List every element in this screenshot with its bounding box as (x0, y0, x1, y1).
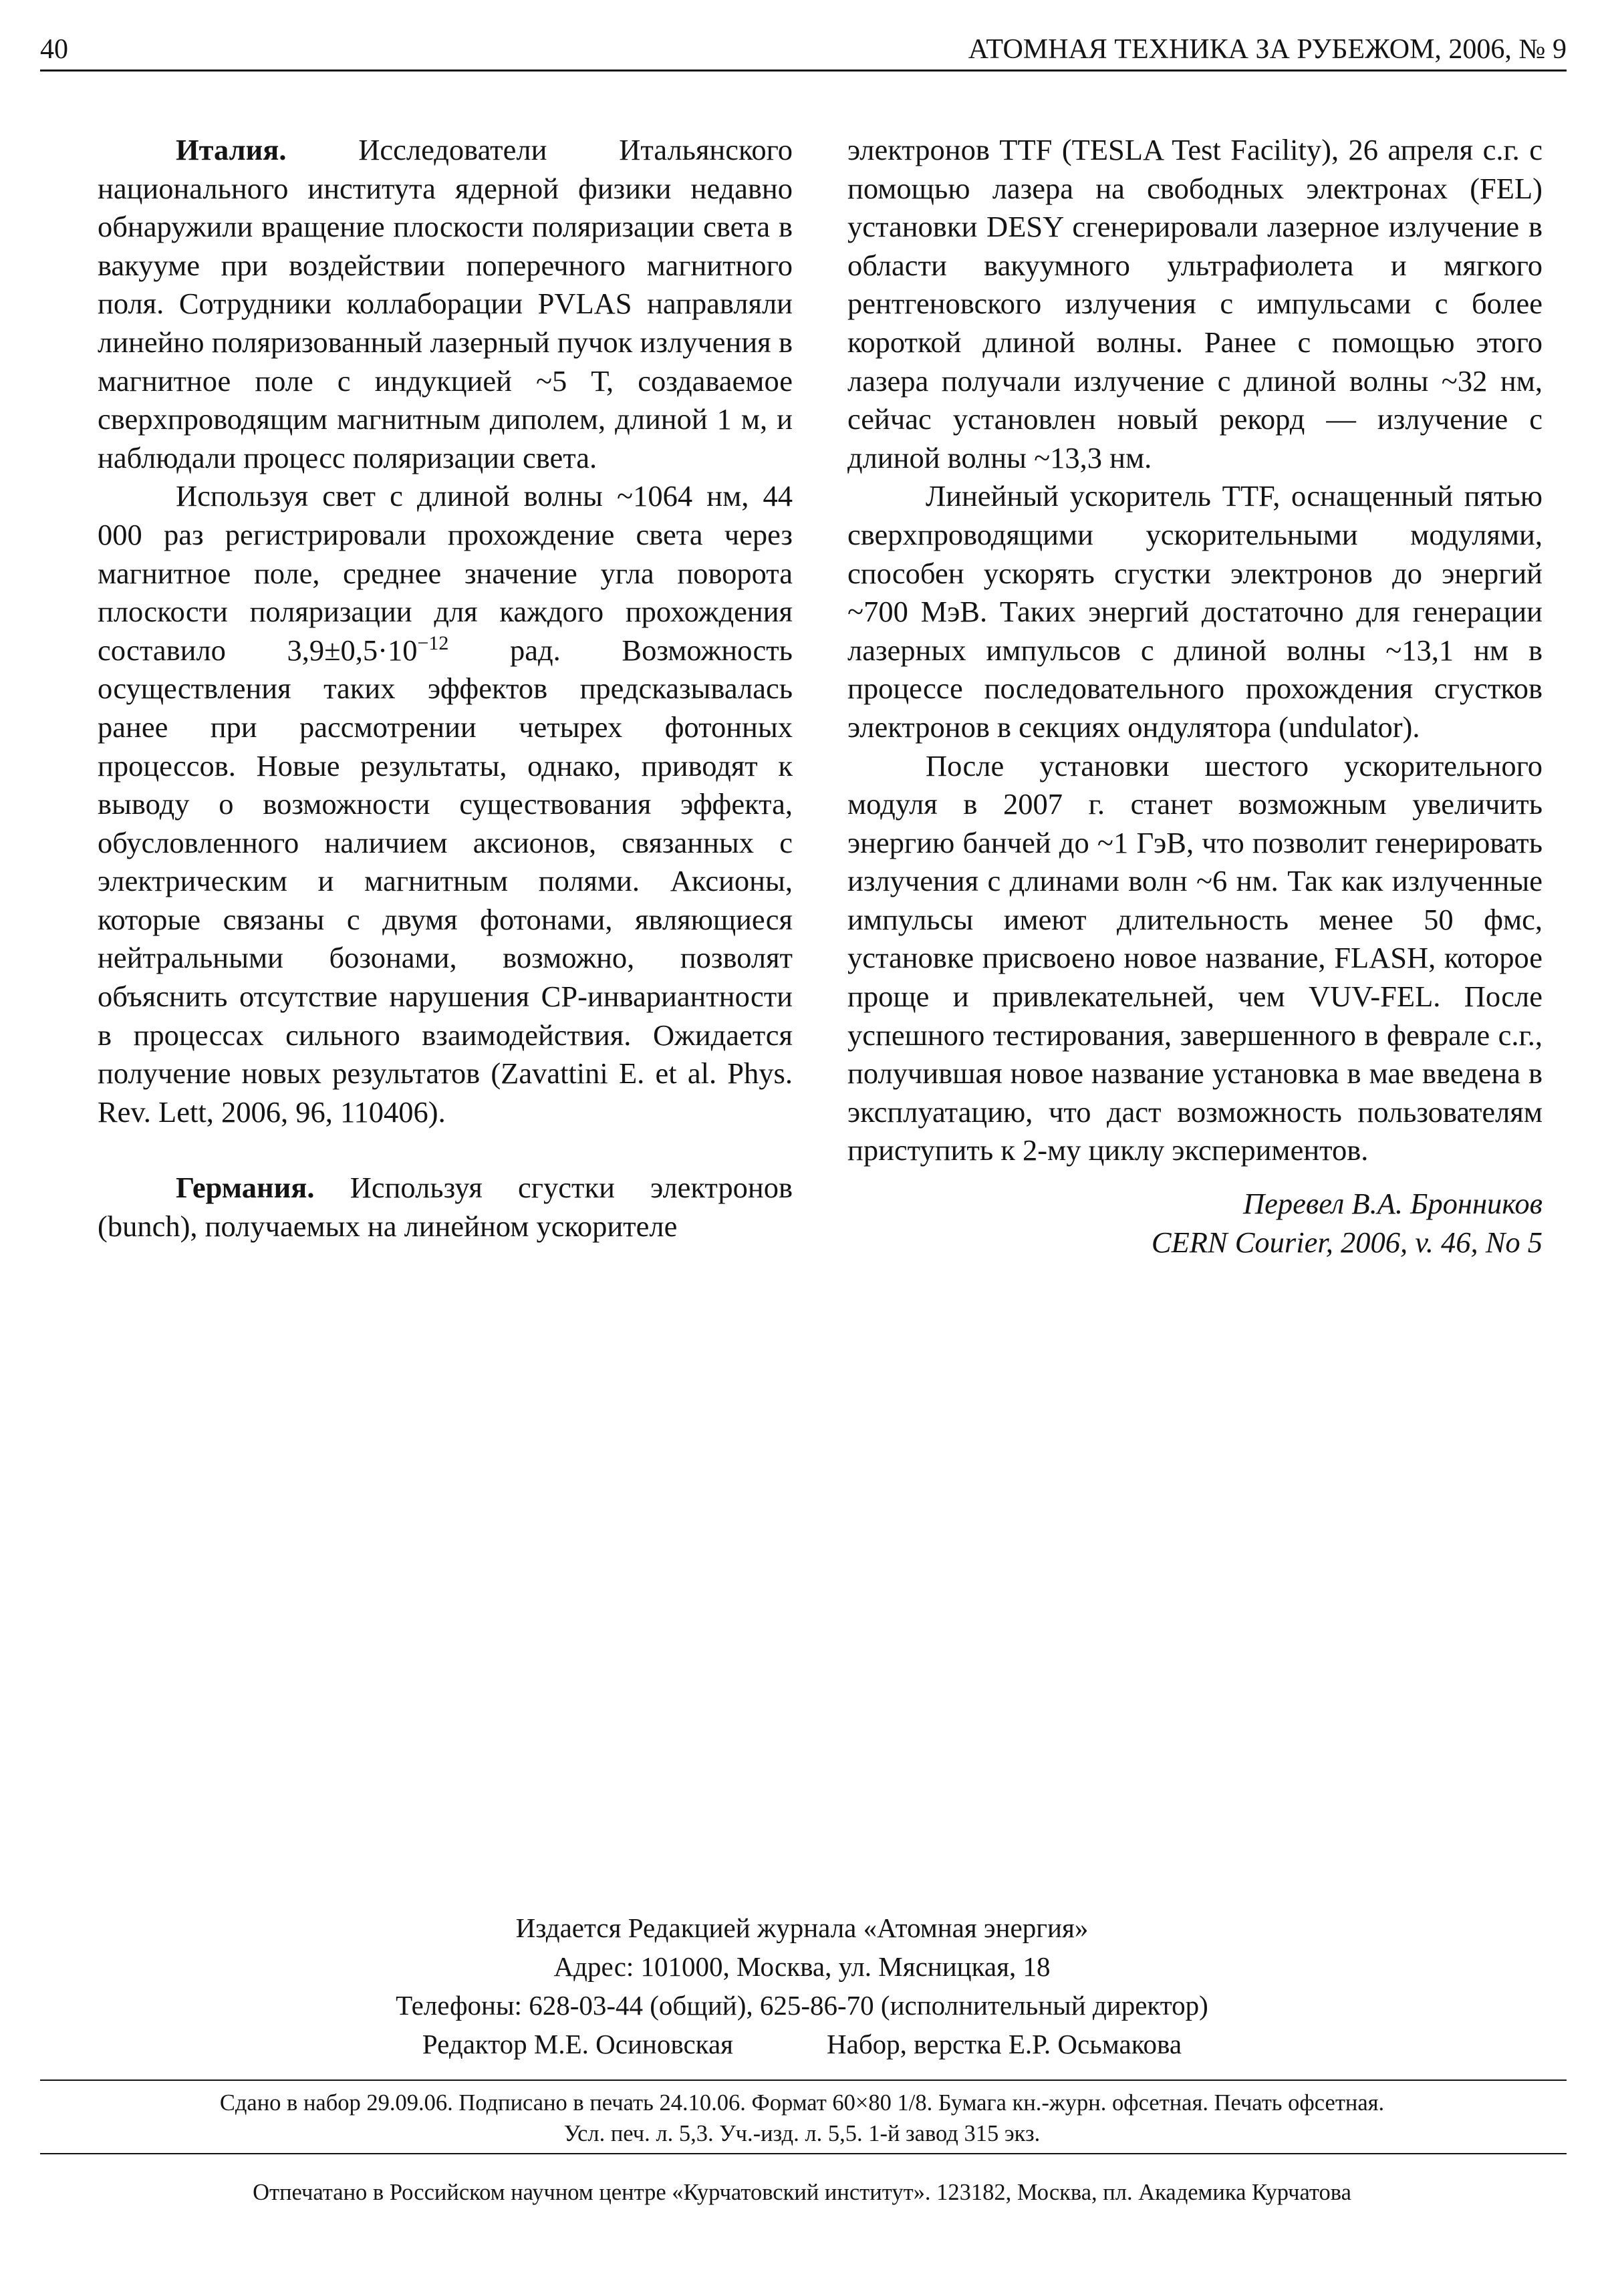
print-details (0, 2088, 1604, 2149)
germany-p1-text: Используя сгустки электронов (bunch), получаемых на линейном ускорителе (98, 1171, 793, 1244)
imprint-phones: Телефоны: 628-03-44 (общий), 625-86-70 (исполнительный директор) (396, 1990, 1208, 2021)
italy-p2-exponent: −12 (417, 631, 449, 654)
source-citation: CERN Courier, 2006, v. 46, No 5 (1151, 1225, 1543, 1259)
right-column (847, 131, 1543, 1262)
printed-at-line: Отпечатано в Российском научном центре «Курчатовский институт». 123182, Москва, пл. Академика Курчатова (253, 2180, 1351, 2205)
header-rule (40, 69, 1567, 71)
imprint-editor: Редактор М.Е. Осиновская (422, 2029, 734, 2059)
italy-paragraph-1 (98, 131, 793, 477)
italy-p2-after: рад. Возможность осуществления таких эффектов предсказывалась ранее при рассмотрении четырех фотонных процессов. Новые результаты, однако, приводят к выводу о возможности существования эффекта, обусловленного наличием аксионов, связанных с электрическим и магнитным полями. Аксионы, которые связаны с двумя фотонами, являющиеся нейтральными бозонами, возможно, позволят объяснить отсутствие нарушения CP-инвариантности в процессах сильного взаимодействия. Ожидается получение новых результатов (Zavattini E. et al. Phys. Rev. Lett, 2006, 96, 110406). (98, 633, 793, 1129)
imprint-editors (0, 2025, 1604, 2063)
italy-p1-text: Исследователи Итальянского национального института ядерной физики недавно обнаружили вращение плоскости поляризации света в вакууме при воздействии поперечного магнитного поля. Сотрудники коллаборации PVLAS направляли линейно поляризованный лазерный пучок излучения в магнитное поле с индукцией ~5 Т, создаваемое сверхпроводящим магнитным диполем, длиной 1 м, и наблюдали процесс поляризации света. (98, 133, 793, 474)
print-details-line-2: Усл. печ. л. 5,3. Уч.-изд. л. 5,5. 1-й завод 315 экз. (563, 2121, 1041, 2146)
germany-paragraph-1-cont: электронов TTF (TESLA Test Facility), 26 апреля с.г. с помощью лазера на свободных электронах (FEL) установки DESY сгенерировали лазерное излучение в области вакуумного ультрафиолета и мягкого рентгеновского излучения с импульсами с более короткой длиной волны. Ранее с помощью этого лазера получали излучение с длиной волны ~32 нм, сейчас установлен новый рекорд — излучение с длиной волны ~13,3 нм. (847, 133, 1543, 474)
germany-paragraph-1 (98, 1169, 793, 1246)
print-details-line-1: Сдано в набор 29.09.06. Подписано в печать 24.10.06. Формат 60×80 1/8. Бумага кн.-журн. офсетная. Печать офсетная. (219, 2090, 1385, 2116)
journal-title: АТОМНАЯ ТЕХНИКА ЗА РУБЕЖОМ, 2006, № 9 (968, 34, 1567, 65)
country-heading-germany: Германия. (176, 1171, 315, 1205)
germany-paragraph-3: После установки шестого ускорительного модуля в 2007 г. станет возможным увеличить энергию банчей до ~1 ГэВ, что позволит генерировать излучения с длинами волн ~6 нм. Так как излученные импульсы имеют длительность менее 50 фмс, установке присвоено новое название, FLASH, которое проще и привлекательней, чем VUV-FEL. После успешного тестирования, завершенного в феврале с.г., получившая новое название установка в мае введена в эксплуатацию, что даст возможность пользователям приступить к 2-му циклу экспериментов. (847, 748, 1543, 1167)
page-number: 40 (40, 34, 68, 65)
imprint-typesetting: Набор, верстка Е.Р. Осьмакова (827, 2029, 1182, 2059)
imprint-rule-bottom (40, 2153, 1567, 2154)
country-heading-italy: Италия. (176, 133, 287, 166)
imprint-publisher: Издается Редакцией журнала «Атомная энергия» (515, 1912, 1089, 1943)
imprint-block (0, 1908, 1604, 2063)
running-header (40, 29, 1567, 69)
imprint-address: Адрес: 101000, Москва, ул. Мясницкая, 18 (553, 1951, 1051, 1982)
italy-paragraph-2 (98, 477, 793, 1131)
germany-paragraph-2: Линейный ускоритель TTF, оснащенный пятью сверхпроводящими ускорительными модулями, способен ускорять сгустки электронов до энергий ~700 МэВ. Таких энергий достаточно для генерации лазерных импульсов с длиной волны ~13,1 нм в процессе последовательного прохождения сгустков электронов в секциях ондулятора (undulator). (847, 479, 1543, 744)
translator-credit: Перевел В.А. Бронников (1243, 1187, 1543, 1221)
printed-at (0, 2177, 1604, 2208)
italy-p2-before: Используя свет с длиной волны ~1064 нм, 44 000 раз регистрировали прохождение света через магнитное поле, среднее значение угла поворота плоскости поляризации для каждого прохождения составило 3,9±0,5·10 (98, 479, 793, 667)
imprint-rule-top (40, 2079, 1567, 2081)
left-column (98, 131, 793, 1246)
